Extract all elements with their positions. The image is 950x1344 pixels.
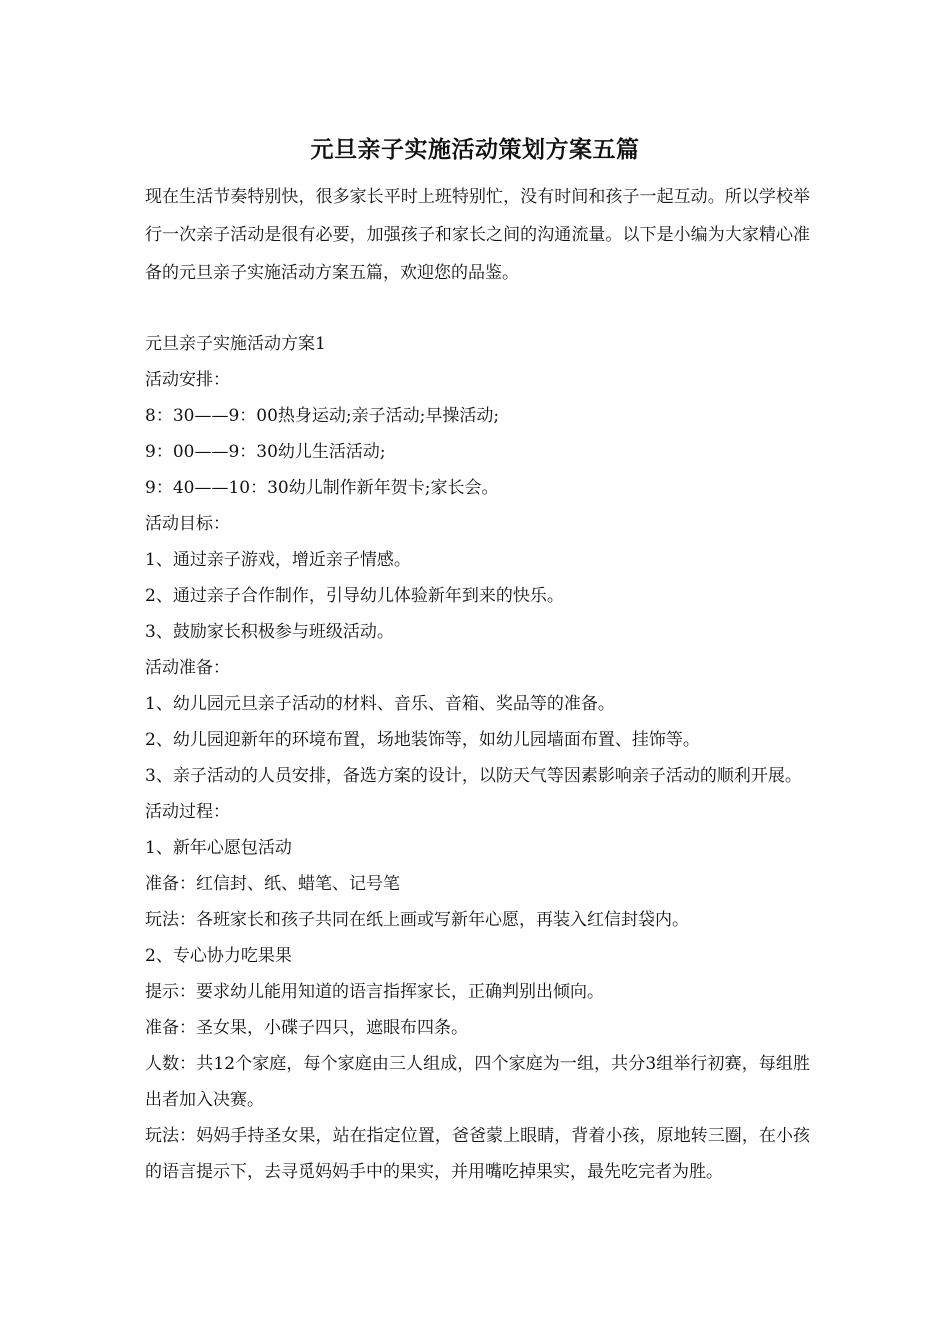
activity-detail: 准备：红信封、纸、蜡笔、记号笔 <box>145 874 400 894</box>
section-heading: 元旦亲子实施活动方案1 <box>145 334 326 354</box>
preparation-item: 3、亲子活动的人员安排，备选方案的设计，以防天气等因素影响亲子活动的顺利开展。 <box>145 766 802 786</box>
schedule-item: 9：40——10：30幼儿制作新年贺卡;家长会。 <box>145 478 499 498</box>
subheading-schedule: 活动安排： <box>145 370 230 390</box>
preparation-item: 2、幼儿园迎新年的环境布置，场地装饰等，如幼儿园墙面布置、挂饰等。 <box>145 730 700 750</box>
activity-detail: 玩法：妈妈手持圣女果，站在指定位置，爸爸蒙上眼睛，背着小孩，原地转三圈，在小孩的语言提示下，去寻觅妈妈手中的果实，并用嘴吃掉果实，最先吃完者为胜。 <box>145 1126 810 1182</box>
activity-title: 2、专心协力吃果果 <box>145 946 292 966</box>
activity-detail: 提示：要求幼儿能用知道的语言指挥家长，正确判别出倾向。 <box>145 982 604 1002</box>
goal-item: 1、通过亲子游戏，增近亲子情感。 <box>145 550 411 570</box>
subheading-process: 活动过程： <box>145 802 230 822</box>
document-title: 元旦亲子实施活动策划方案五篇 <box>310 136 640 163</box>
activity-detail: 准备：圣女果，小碟子四只，遮眼布四条。 <box>145 1018 468 1038</box>
document-body <box>145 326 810 1190</box>
preparation-item: 1、幼儿园元旦亲子活动的材料、音乐、音箱、奖品等的准备。 <box>145 694 615 714</box>
activity-detail: 人数：共12个家庭，每个家庭由三人组成，四个家庭为一组，共分3组举行初赛，每组胜出者加入决赛。 <box>145 1054 810 1110</box>
goal-item: 3、鼓励家长积极参与班级活动。 <box>145 622 394 642</box>
schedule-item: 8：30——9：00热身运动;亲子活动;早操活动; <box>145 406 500 426</box>
activity-title: 1、新年心愿包活动 <box>145 838 292 858</box>
subheading-goals: 活动目标： <box>145 514 230 534</box>
schedule-item: 9：00——9：30幼儿生活活动; <box>145 442 386 462</box>
subheading-preparation: 活动准备： <box>145 658 230 678</box>
intro-paragraph <box>145 178 810 292</box>
activity-detail: 玩法：各班家长和孩子共同在纸上画或写新年心愿，再装入红信封袋内。 <box>145 910 689 930</box>
goal-item: 2、通过亲子合作制作，引导幼儿体验新年到来的快乐。 <box>145 586 564 606</box>
intro-text: 现在生活节奏特别快，很多家长平时上班特别忙，没有时间和孩子一起互动。所以学校举行一次亲子活动是很有必要，加强孩子和家长之间的沟通流量。以下是小编为大家精心准备的元旦亲子实施活动方案五篇，欢迎您的品鉴。 <box>145 187 810 283</box>
